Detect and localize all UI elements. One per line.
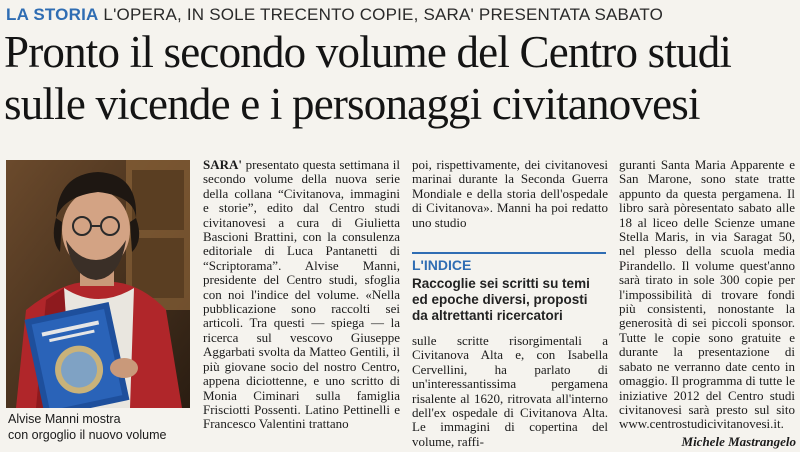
kicker [6,4,796,26]
article-column-2-top [412,158,608,230]
headline-line-1: Pronto il secondo volume del Centro studi [4,27,732,77]
article-column-3 [619,158,795,432]
caption-line-2: con orgoglio il nuovo volume [8,428,167,442]
article-column-2-bottom [412,334,608,449]
column-3-text: guranti Santa Maria Apparente e San Marone, sono state tratte appunto da questa pergamena. Il libro sarà pòresentato sabato alle 18 al liceo delle Scienze umane Stella Maris, in via Saragat 50, nel plesso della scuola media Pirandello. Il volume quest'anno sarà tirato in sole 300 copie per l'impossibilità di trovare fondi più consistenti, nonostante la generosità di sei piccoli sponsor. Tutte le copie sono gratuite e durante la presentazione di sabato ne verranno date cento in omaggio. Il programma di tutte le iniziative 2012 del Centro studi civitanovesi sarà presto sul sito www.centrostudicivitanovesi.it. [619,157,795,432]
photo-caption [8,411,192,443]
headline-line-2: sulle vicende e i personaggi civitanovesi [4,79,700,129]
index-box [412,252,606,330]
author-signature: Michele Mastrangelo [681,434,796,449]
portrait-illustration [6,160,190,408]
caption-line-1: Alvise Manni mostra [8,412,121,426]
lead-word: SARA' [203,157,243,172]
kicker-text: L'OPERA, IN SOLE TRECENTO COPIE, SARA' PRESENTATA SABATO [103,5,664,24]
box-title: L'INDICE [412,252,606,274]
headline [4,26,796,130]
section-tag: LA STORIA [6,5,99,24]
column-2-text-bottom: sulle scritte risorgimentali a Civitanova Alta e, con Isabella Cervellini, ha parlato di un'interessantissima pergamena risalente al 1620, ritrovata all'interno dell'ex ospedale di Civitanova Alta. Le immagini di copertina del volume, raffi- [412,333,608,449]
article-photo [6,160,190,408]
column-2-text-top: poi, rispettivamente, dei civitanovesi marinai durante la Seconda Guerra Mondiale e della storia dell'ospedale di Civitanova». Manni ha poi redatto uno studio [412,157,608,230]
paragraph [203,158,400,432]
article-column-1 [203,158,400,432]
box-text: Raccoglie sei scritti su temi ed epoche diversi, proposti da altrettanti ricercatori [412,276,590,323]
column-1-text: presentato questa settimana il secondo volume della nuova serie della collana “Civitanova, immagini e storie”, edito dal Centro studi civitanovesi a cura di Giulietta Bascioni Brattini, con la consulenza editoriale di Luca Pantanetti di “Scriptorama”. Alvise Manni, presidente del Centro studi, sfoglia con noi l'indice del volume. «Nella pubblicazione sono raccolti sei articoli. Tra questi — spiega — la ricerca sul vescovo Giuseppe Aggarbati svolta da Matteo Gentili, il più giovane socio del nostro Centro, appena diciottenne, e uno scritto di Monia Ciminari sulla famiglia Frisciotti Possenti. Latino Pettinelli e Francesco Valentini trattano [203,157,400,432]
